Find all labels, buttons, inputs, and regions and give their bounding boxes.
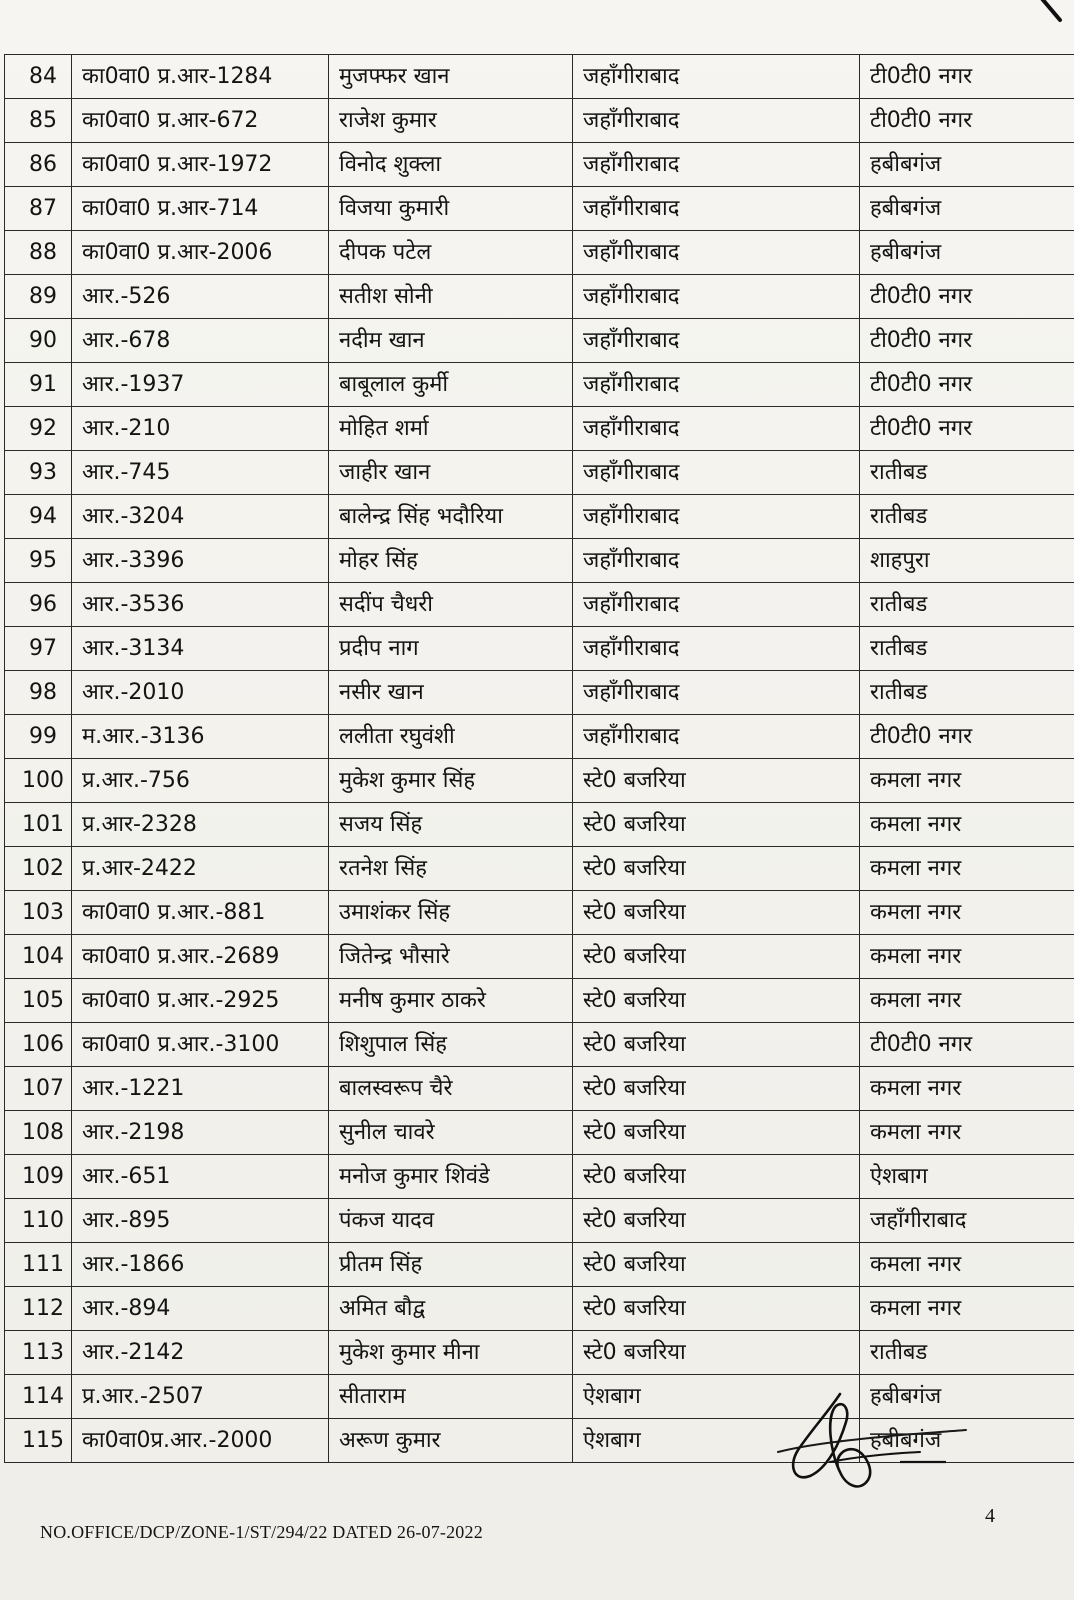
name-cell: नसीर खान <box>329 671 573 715</box>
new-posting-cell: हबीबगंज <box>860 143 1074 187</box>
rank-number-cell: आर.-3536 <box>72 583 329 627</box>
current-posting-cell: जहाँगीराबाद <box>573 363 860 407</box>
serial-number-cell: 108 <box>5 1111 72 1155</box>
current-posting-cell: जहाँगीराबाद <box>573 715 860 759</box>
name-cell: मोहित शर्मा <box>329 407 573 451</box>
table-row <box>5 759 1074 803</box>
name-cell: नदीम खान <box>329 319 573 363</box>
name-cell: सदींप चैधरी <box>329 583 573 627</box>
name-cell: प्रदीप नाग <box>329 627 573 671</box>
rank-number-cell: आर.-526 <box>72 275 329 319</box>
serial-number-cell: 99 <box>5 715 72 759</box>
rank-number-cell: म.आर.-3136 <box>72 715 329 759</box>
current-posting-cell: स्टे0 बजरिया <box>573 1199 860 1243</box>
name-cell: मनोज कुमार शिवंडे <box>329 1155 573 1199</box>
rank-number-cell: आर.-745 <box>72 451 329 495</box>
table-row <box>5 231 1074 275</box>
name-cell: राजेश कुमार <box>329 99 573 143</box>
rank-number-cell: का0वा0 प्र.आर-714 <box>72 187 329 231</box>
rank-number-cell: आर.-894 <box>72 1287 329 1331</box>
current-posting-cell: स्टे0 बजरिया <box>573 847 860 891</box>
rank-number-cell: प्र.आर.-756 <box>72 759 329 803</box>
current-posting-cell: जहाँगीराबाद <box>573 55 860 99</box>
serial-number-cell: 101 <box>5 803 72 847</box>
transfer-roster-table <box>4 54 1074 1463</box>
rank-number-cell: का0वा0 प्र.आर-2006 <box>72 231 329 275</box>
current-posting-cell: जहाँगीराबाद <box>573 187 860 231</box>
table-row <box>5 1023 1074 1067</box>
name-cell: सतीश सोनी <box>329 275 573 319</box>
serial-number-cell: 95 <box>5 539 72 583</box>
rank-number-cell: आर.-1866 <box>72 1243 329 1287</box>
name-cell: बालेन्द्र सिंह भदौरिया <box>329 495 573 539</box>
name-cell: सीताराम <box>329 1375 573 1419</box>
current-posting-cell: स्टे0 बजरिया <box>573 1287 860 1331</box>
name-cell: मुजफ्फर खान <box>329 55 573 99</box>
new-posting-cell: हबीबगंज <box>860 1419 1074 1463</box>
current-posting-cell: स्टे0 बजरिया <box>573 935 860 979</box>
rank-number-cell: का0वा0 प्र.आर.-2925 <box>72 979 329 1023</box>
table-row <box>5 715 1074 759</box>
new-posting-cell: ऐशबाग <box>860 1155 1074 1199</box>
serial-number-cell: 84 <box>5 55 72 99</box>
name-cell: उमाशंकर सिंह <box>329 891 573 935</box>
table-row <box>5 979 1074 1023</box>
serial-number-cell: 105 <box>5 979 72 1023</box>
new-posting-cell: जहाँगीराबाद <box>860 1199 1074 1243</box>
table-row <box>5 1331 1074 1375</box>
name-cell: ललीता रघुवंशी <box>329 715 573 759</box>
current-posting-cell: जहाँगीराबाद <box>573 451 860 495</box>
new-posting-cell: हबीबगंज <box>860 1375 1074 1419</box>
new-posting-cell: टी0टी0 नगर <box>860 363 1074 407</box>
rank-number-cell: आर.-678 <box>72 319 329 363</box>
serial-number-cell: 104 <box>5 935 72 979</box>
name-cell: सजय सिंह <box>329 803 573 847</box>
serial-number-cell: 115 <box>5 1419 72 1463</box>
new-posting-cell: कमला नगर <box>860 1111 1074 1155</box>
table-row <box>5 1287 1074 1331</box>
table-row <box>5 319 1074 363</box>
new-posting-cell: कमला नगर <box>860 979 1074 1023</box>
name-cell: अमित बौद्व <box>329 1287 573 1331</box>
name-cell: पंकज यादव <box>329 1199 573 1243</box>
table-row <box>5 407 1074 451</box>
table-row <box>5 583 1074 627</box>
table-row <box>5 671 1074 715</box>
table-row <box>5 935 1074 979</box>
serial-number-cell: 91 <box>5 363 72 407</box>
rank-number-cell: आर.-3134 <box>72 627 329 671</box>
rank-number-cell: प्र.आर-2328 <box>72 803 329 847</box>
rank-number-cell: आर.-895 <box>72 1199 329 1243</box>
current-posting-cell: स्टे0 बजरिया <box>573 1331 860 1375</box>
current-posting-cell: स्टे0 बजरिया <box>573 891 860 935</box>
new-posting-cell: टी0टी0 नगर <box>860 99 1074 143</box>
rank-number-cell: आर.-2142 <box>72 1331 329 1375</box>
current-posting-cell: जहाँगीराबाद <box>573 143 860 187</box>
new-posting-cell: रातीबड <box>860 627 1074 671</box>
rank-number-cell: का0वा0 प्र.आर.-3100 <box>72 1023 329 1067</box>
rank-number-cell: का0वा0 प्र.आर-1972 <box>72 143 329 187</box>
serial-number-cell: 86 <box>5 143 72 187</box>
current-posting-cell: ऐशबाग <box>573 1375 860 1419</box>
current-posting-cell: स्टे0 बजरिया <box>573 1111 860 1155</box>
name-cell: सुनील चावरे <box>329 1111 573 1155</box>
current-posting-cell: जहाँगीराबाद <box>573 275 860 319</box>
table-row <box>5 1111 1074 1155</box>
new-posting-cell: कमला नगर <box>860 891 1074 935</box>
table-row <box>5 275 1074 319</box>
new-posting-cell: कमला नगर <box>860 935 1074 979</box>
rank-number-cell: आर.-2198 <box>72 1111 329 1155</box>
rank-number-cell: प्र.आर-2422 <box>72 847 329 891</box>
new-posting-cell: हबीबगंज <box>860 231 1074 275</box>
current-posting-cell: स्टे0 बजरिया <box>573 759 860 803</box>
table-row <box>5 363 1074 407</box>
current-posting-cell: जहाँगीराबाद <box>573 627 860 671</box>
table-row <box>5 55 1074 99</box>
name-cell: जाहीर खान <box>329 451 573 495</box>
serial-number-cell: 90 <box>5 319 72 363</box>
current-posting-cell: जहाँगीराबाद <box>573 407 860 451</box>
table-row <box>5 143 1074 187</box>
rank-number-cell: आर.-2010 <box>72 671 329 715</box>
name-cell: प्रीतम सिंह <box>329 1243 573 1287</box>
new-posting-cell: टी0टी0 नगर <box>860 407 1074 451</box>
name-cell: दीपक पटेल <box>329 231 573 275</box>
new-posting-cell: कमला नगर <box>860 1067 1074 1111</box>
serial-number-cell: 92 <box>5 407 72 451</box>
table-row <box>5 1199 1074 1243</box>
serial-number-cell: 109 <box>5 1155 72 1199</box>
current-posting-cell: जहाँगीराबाद <box>573 583 860 627</box>
serial-number-cell: 107 <box>5 1067 72 1111</box>
table-row <box>5 451 1074 495</box>
new-posting-cell: रातीबड <box>860 1331 1074 1375</box>
serial-number-cell: 106 <box>5 1023 72 1067</box>
serial-number-cell: 103 <box>5 891 72 935</box>
current-posting-cell: ऐशबाग <box>573 1419 860 1463</box>
name-cell: विजया कुमारी <box>329 187 573 231</box>
name-cell: बाबूलाल कुर्मी <box>329 363 573 407</box>
new-posting-cell: टी0टी0 नगर <box>860 275 1074 319</box>
new-posting-cell: कमला नगर <box>860 847 1074 891</box>
new-posting-cell: टी0टी0 नगर <box>860 1023 1074 1067</box>
new-posting-cell: कमला नगर <box>860 759 1074 803</box>
serial-number-cell: 111 <box>5 1243 72 1287</box>
rank-number-cell: का0वा0 प्र.आर.-881 <box>72 891 329 935</box>
table-row <box>5 1243 1074 1287</box>
serial-number-cell: 102 <box>5 847 72 891</box>
serial-number-cell: 100 <box>5 759 72 803</box>
current-posting-cell: स्टे0 बजरिया <box>573 803 860 847</box>
current-posting-cell: जहाँगीराबाद <box>573 495 860 539</box>
new-posting-cell: रातीबड <box>860 583 1074 627</box>
rank-number-cell: आर.-651 <box>72 1155 329 1199</box>
new-posting-cell: टी0टी0 नगर <box>860 715 1074 759</box>
corner-pen-mark <box>1030 0 1070 30</box>
serial-number-cell: 96 <box>5 583 72 627</box>
rank-number-cell: का0वा0प्र.आर.-2000 <box>72 1419 329 1463</box>
table-row <box>5 627 1074 671</box>
current-posting-cell: स्टे0 बजरिया <box>573 1155 860 1199</box>
serial-number-cell: 93 <box>5 451 72 495</box>
serial-number-cell: 114 <box>5 1375 72 1419</box>
current-posting-cell: स्टे0 बजरिया <box>573 1243 860 1287</box>
name-cell: विनोद शुक्ला <box>329 143 573 187</box>
name-cell: मनीष कुमार ठाकरे <box>329 979 573 1023</box>
name-cell: मुकेश कुमार मीना <box>329 1331 573 1375</box>
rank-number-cell: प्र.आर.-2507 <box>72 1375 329 1419</box>
current-posting-cell: जहाँगीराबाद <box>573 99 860 143</box>
current-posting-cell: जहाँगीराबाद <box>573 539 860 583</box>
serial-number-cell: 89 <box>5 275 72 319</box>
current-posting-cell: जहाँगीराबाद <box>573 231 860 275</box>
serial-number-cell: 97 <box>5 627 72 671</box>
rank-number-cell: आर.-3396 <box>72 539 329 583</box>
new-posting-cell: टी0टी0 नगर <box>860 55 1074 99</box>
current-posting-cell: स्टे0 बजरिया <box>573 979 860 1023</box>
table-row <box>5 847 1074 891</box>
new-posting-cell: कमला नगर <box>860 1287 1074 1331</box>
handwritten-signature <box>770 1392 970 1504</box>
serial-number-cell: 110 <box>5 1199 72 1243</box>
new-posting-cell: शाहपुरा <box>860 539 1074 583</box>
serial-number-cell: 94 <box>5 495 72 539</box>
name-cell: शिशुपाल सिंह <box>329 1023 573 1067</box>
current-posting-cell: स्टे0 बजरिया <box>573 1023 860 1067</box>
page-number: 4 <box>985 1505 995 1527</box>
rank-number-cell: का0वा0 प्र.आर.-2689 <box>72 935 329 979</box>
table-row <box>5 495 1074 539</box>
name-cell: जितेन्द्र भौसारे <box>329 935 573 979</box>
name-cell: अरूण कुमार <box>329 1419 573 1463</box>
new-posting-cell: रातीबड <box>860 495 1074 539</box>
name-cell: बालस्वरूप चैरे <box>329 1067 573 1111</box>
table-row <box>5 1155 1074 1199</box>
new-posting-cell: हबीबगंज <box>860 187 1074 231</box>
footer-reference: NO.OFFICE/DCP/ZONE-1/ST/294/22 DATED 26-07-2022 <box>40 1522 483 1542</box>
serial-number-cell: 87 <box>5 187 72 231</box>
new-posting-cell: कमला नगर <box>860 803 1074 847</box>
name-cell: मुकेश कुमार सिंह <box>329 759 573 803</box>
table-row <box>5 187 1074 231</box>
rank-number-cell: आर.-1221 <box>72 1067 329 1111</box>
rank-number-cell: का0वा0 प्र.आर-672 <box>72 99 329 143</box>
rank-number-cell: आर.-1937 <box>72 363 329 407</box>
rank-number-cell: का0वा0 प्र.आर-1284 <box>72 55 329 99</box>
new-posting-cell: रातीबड <box>860 671 1074 715</box>
serial-number-cell: 85 <box>5 99 72 143</box>
table-row <box>5 99 1074 143</box>
serial-number-cell: 88 <box>5 231 72 275</box>
rank-number-cell: आर.-210 <box>72 407 329 451</box>
name-cell: मोहर सिंह <box>329 539 573 583</box>
table-row <box>5 891 1074 935</box>
serial-number-cell: 113 <box>5 1331 72 1375</box>
current-posting-cell: जहाँगीराबाद <box>573 319 860 363</box>
new-posting-cell: रातीबड <box>860 451 1074 495</box>
table-row <box>5 803 1074 847</box>
serial-number-cell: 112 <box>5 1287 72 1331</box>
serial-number-cell: 98 <box>5 671 72 715</box>
rank-number-cell: आर.-3204 <box>72 495 329 539</box>
name-cell: रतनेश सिंह <box>329 847 573 891</box>
new-posting-cell: टी0टी0 नगर <box>860 319 1074 363</box>
table-row <box>5 539 1074 583</box>
roster-body <box>5 55 1074 1463</box>
new-posting-cell: कमला नगर <box>860 1243 1074 1287</box>
current-posting-cell: जहाँगीराबाद <box>573 671 860 715</box>
table-row <box>5 1067 1074 1111</box>
current-posting-cell: स्टे0 बजरिया <box>573 1067 860 1111</box>
